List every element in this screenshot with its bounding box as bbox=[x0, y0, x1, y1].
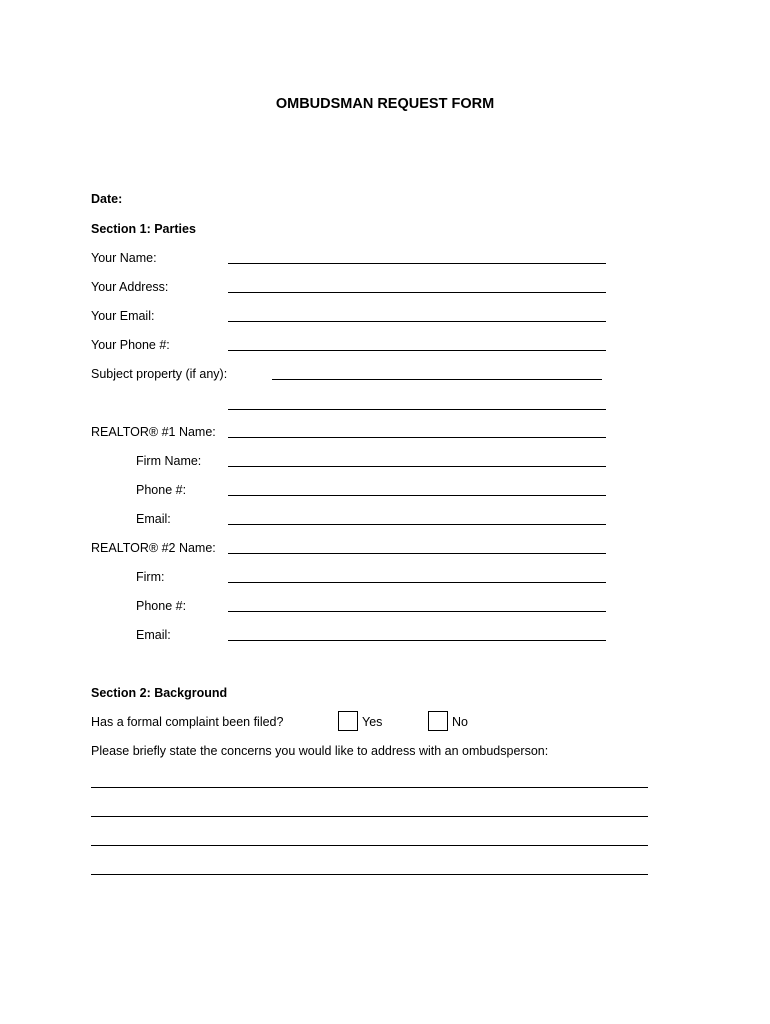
concerns-line-4[interactable] bbox=[91, 874, 648, 875]
your-phone-label: Your Phone #: bbox=[91, 338, 170, 352]
your-name-field[interactable] bbox=[228, 263, 606, 264]
realtor1-phone-field[interactable] bbox=[228, 495, 606, 496]
date-label: Date: bbox=[91, 192, 123, 206]
realtor2-name-label: REALTOR® #2 Name: bbox=[91, 541, 216, 555]
complaint-question: Has a formal complaint been filed? bbox=[91, 715, 284, 729]
your-email-label: Your Email: bbox=[91, 309, 155, 323]
no-checkbox[interactable] bbox=[428, 711, 448, 731]
concerns-line-3[interactable] bbox=[91, 845, 648, 846]
subject-property-field-2[interactable] bbox=[228, 409, 606, 410]
subject-property-label: Subject property (if any): bbox=[91, 367, 228, 381]
realtor2-email-label: Email: bbox=[136, 628, 171, 642]
realtor1-firm-field[interactable] bbox=[228, 466, 606, 467]
your-name-label: Your Name: bbox=[91, 251, 157, 265]
no-label: No bbox=[452, 715, 468, 729]
realtor1-phone-label: Phone #: bbox=[136, 483, 187, 497]
realtor1-name-field[interactable] bbox=[228, 437, 606, 438]
realtor2-firm-field[interactable] bbox=[228, 582, 606, 583]
realtor1-email-label: Email: bbox=[136, 512, 171, 526]
realtor2-email-field[interactable] bbox=[228, 640, 606, 641]
realtor2-name-field[interactable] bbox=[228, 553, 606, 554]
section2-heading: Section 2: Background bbox=[91, 686, 228, 700]
form-title: OMBUDSMAN REQUEST FORM bbox=[275, 96, 495, 112]
realtor2-phone-field[interactable] bbox=[228, 611, 606, 612]
section1-heading: Section 1: Parties bbox=[91, 222, 196, 236]
your-email-field[interactable] bbox=[228, 321, 606, 322]
realtor1-name-label: REALTOR® #1 Name: bbox=[91, 425, 216, 439]
yes-checkbox[interactable] bbox=[338, 711, 358, 731]
concerns-line-1[interactable] bbox=[91, 787, 648, 788]
subject-property-field[interactable] bbox=[272, 379, 602, 380]
realtor1-firm-label: Firm Name: bbox=[136, 454, 202, 468]
realtor2-phone-label: Phone #: bbox=[136, 599, 187, 613]
concerns-prompt: Please briefly state the concerns you would like to address with an ombudsperson: bbox=[91, 744, 549, 758]
concerns-line-2[interactable] bbox=[91, 816, 648, 817]
yes-label: Yes bbox=[362, 715, 383, 729]
your-address-field[interactable] bbox=[228, 292, 606, 293]
your-address-label: Your Address: bbox=[91, 280, 169, 294]
your-phone-field[interactable] bbox=[228, 350, 606, 351]
realtor1-email-field[interactable] bbox=[228, 524, 606, 525]
realtor2-firm-label: Firm: bbox=[136, 570, 165, 584]
